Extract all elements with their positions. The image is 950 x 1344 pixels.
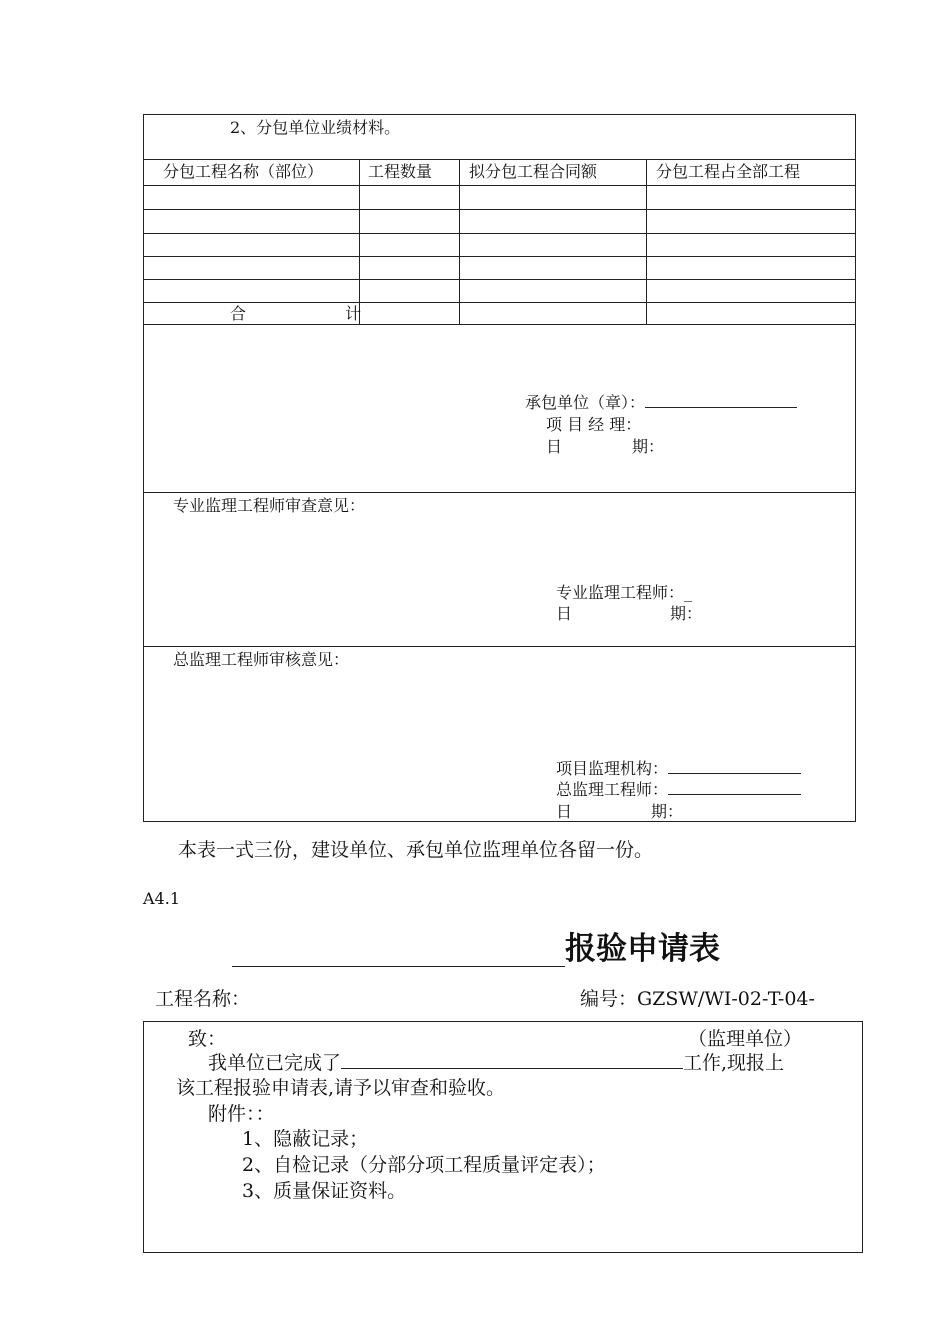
table-col-divider	[646, 159, 647, 324]
subcontract-form	[143, 114, 856, 822]
title-blank	[232, 936, 565, 967]
supervisor-unit-label: （监理单位）	[688, 1028, 803, 1050]
chief-date-label-a: 日	[556, 802, 573, 821]
work-name-blank	[341, 1054, 683, 1069]
table-row-divider	[143, 256, 856, 257]
table-row-divider	[143, 302, 856, 303]
column-header: 拟分包工程合同额	[469, 162, 598, 181]
to-label: 致：	[188, 1028, 227, 1050]
chief-engineer-blank	[668, 780, 801, 795]
contractor-date-label-a: 日	[546, 437, 563, 456]
supervision-org-label: 项目监理机构：	[556, 759, 669, 778]
specialist-date-label-a: 日	[556, 604, 573, 623]
table-row-divider	[143, 209, 856, 210]
form-number: 编号：GZSW/WI-02-T-04-	[580, 988, 815, 1010]
table-row-divider	[143, 279, 856, 280]
chief-date-label-b: 期：	[651, 802, 684, 821]
section-divider	[143, 646, 856, 647]
specialist-review-heading: 专业监理工程师审查意见：	[173, 496, 366, 515]
attachment-item: 3、质量保证资料。	[242, 1180, 407, 1202]
supervision-org-blank	[668, 759, 801, 774]
completion-text-b: 工作,现报上	[683, 1052, 785, 1074]
contractor-unit-blank	[645, 393, 797, 408]
completion-statement	[208, 1051, 784, 1075]
total-label-right: 计	[345, 304, 362, 323]
chief-engineer-label: 总监理工程师：	[556, 780, 669, 799]
page-title: 报验申请表	[565, 931, 720, 967]
chief-review-heading: 总监理工程师审核意见：	[173, 650, 350, 669]
form-title-row	[232, 931, 720, 967]
column-header: 分包工程名称（部位）	[163, 162, 324, 181]
column-header: 工程数量	[368, 162, 433, 181]
contractor-unit-field	[525, 393, 797, 413]
copies-footnote: 本表一式三份，建设单位、承包单位监理单位各留一份。	[178, 839, 654, 861]
contractor-unit-label: 承包单位（章）：	[525, 393, 646, 412]
contractor-date-label-b: 期：	[632, 437, 665, 456]
section-divider	[143, 492, 856, 493]
form-code: A4.1	[143, 889, 180, 908]
table-bottom	[143, 324, 856, 325]
attachment-item: 2、自检记录（分部分项工程质量评定表）；	[242, 1154, 606, 1176]
table-header-top	[143, 159, 856, 160]
specialist-date-label-b: 期：	[670, 604, 703, 623]
specialist-sign-label: 专业监理工程师：_	[556, 583, 693, 602]
attachment-item: 1、隐蔽记录；	[242, 1128, 369, 1150]
total-label-left: 合	[230, 304, 247, 323]
project-name-label: 工程名称：	[155, 988, 251, 1010]
request-text: 该工程报验申请表,请予以审查和验收。	[176, 1077, 506, 1099]
table-row-divider	[143, 233, 856, 234]
table-row-divider	[143, 185, 856, 186]
completion-text-a: 我单位已完成了	[208, 1052, 342, 1074]
table-col-divider	[359, 159, 360, 324]
supervision-org-field	[556, 759, 801, 779]
attachments-label: 附件：：	[208, 1103, 275, 1125]
section-heading: 2、分包单位业绩材料。	[230, 118, 401, 137]
project-manager-label: 项 目 经 理：	[546, 415, 642, 434]
chief-engineer-field	[556, 780, 801, 800]
table-col-divider	[459, 159, 460, 324]
column-header: 分包工程占全部工程	[656, 162, 801, 181]
